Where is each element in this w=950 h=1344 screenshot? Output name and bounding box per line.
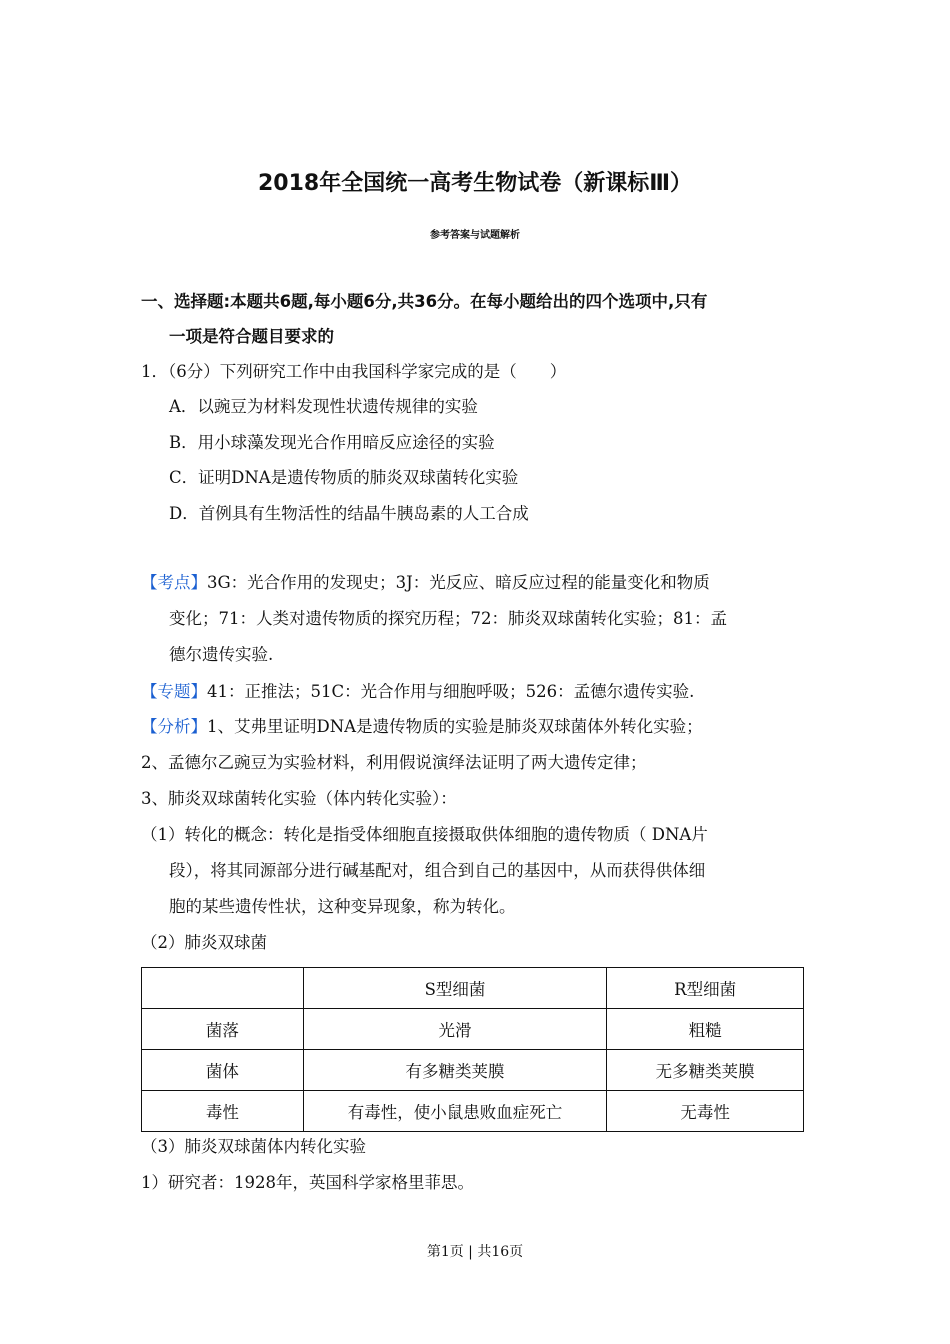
- question-1-stem: 1．（6分）下列研究工作中由我国科学家完成的是（ ）: [141, 362, 567, 381]
- section-heading-line-1: 一、选择题:本题共6题,每小题6分,共36分。在每小题给出的四个选项中,只有: [141, 292, 708, 311]
- page-footer: 第1页 | 共16页: [426, 1244, 524, 1260]
- table-header-cell: R型细菌: [607, 968, 804, 1009]
- table-cell: 无毒性: [607, 1091, 804, 1132]
- fenxi-tag: 【分析】: [141, 717, 207, 736]
- question-1-option-a: A．以豌豆为材料发现性状遗传规律的实验: [169, 397, 478, 416]
- bacteria-comparison-table: [141, 967, 804, 1132]
- fenxi-paragraph-4: 1）研究者：1928年，英国科学家格里菲思。: [141, 1173, 474, 1192]
- table-cell: 有多糖类荚膜: [303, 1050, 607, 1091]
- table-header-cell: [142, 968, 304, 1009]
- fenxi-line-3: 3、肺炎双球菌转化实验（体内转化实验）：: [141, 789, 457, 808]
- table-cell: 光滑: [303, 1009, 607, 1050]
- table-cell: 无多糖类荚膜: [607, 1050, 804, 1091]
- fenxi-line-1: [141, 713, 703, 741]
- fenxi-line-2: 2、孟德尔乙豌豆为实验材料，利用假说演绎法证明了两大遗传定律；: [141, 753, 647, 772]
- table-header-cell: S型细菌: [303, 968, 607, 1009]
- zhuanti-text: 41：正推法；51C：光合作用与细胞呼吸；526：孟德尔遗传实验.: [207, 682, 695, 701]
- section-heading-line-2: 一项是符合题目要求的: [169, 327, 334, 346]
- table-cell: 有毒性，使小鼠患败血症死亡: [303, 1091, 607, 1132]
- kaodian-tag: 【考点】: [141, 573, 207, 592]
- fenxi-paragraph-2: （2）肺炎双球菌: [141, 933, 267, 952]
- table-cell: 菌落: [142, 1009, 304, 1050]
- table-row: [142, 1009, 804, 1050]
- question-1-option-c: C．证明DNA是遗传物质的肺炎双球菌转化实验: [169, 468, 519, 487]
- fenxi-paragraph-1-line-2: 段），将其同源部分进行碱基配对，组合到自己的基因中，从而获得供体细: [169, 861, 706, 880]
- table-row: [142, 1091, 804, 1132]
- fenxi-text-1: 1、艾弗里证明DNA是遗传物质的实验是肺炎双球菌体外转化实验；: [207, 717, 703, 736]
- zhuanti-tag: 【专题】: [141, 682, 207, 701]
- document-title: 2018年全国统一高考生物试卷（新课标Ⅲ）: [257, 171, 693, 196]
- kaodian-line-2: 变化；71：人类对遗传物质的探究历程；72：肺炎双球菌转化实验；81：孟: [169, 609, 727, 628]
- table-row: [142, 1050, 804, 1091]
- table-header-row: [142, 968, 804, 1009]
- fenxi-paragraph-1-line-1: （1）转化的概念：转化是指受体细胞直接摄取供体细胞的遗传物质（ DNA片: [141, 825, 708, 844]
- zhuanti-line: [141, 678, 694, 706]
- table-cell: 粗糙: [607, 1009, 804, 1050]
- kaodian-line-1: [141, 569, 710, 597]
- fenxi-paragraph-1-line-3: 胞的某些遗传性状，这种变异现象，称为转化。: [169, 897, 516, 916]
- kaodian-line-3: 德尔遗传实验.: [169, 645, 274, 664]
- fenxi-paragraph-3: （3）肺炎双球菌体内转化实验: [141, 1137, 366, 1156]
- table-cell: 菌体: [142, 1050, 304, 1091]
- kaodian-text-1: 3G：光合作用的发现史；3J：光反应、暗反应过程的能量变化和物质: [207, 573, 710, 592]
- question-1-option-b: B．用小球藻发现光合作用暗反应途径的实验: [169, 433, 495, 452]
- question-1-option-d: D．首例具有生物活性的结晶牛胰岛素的人工合成: [169, 504, 529, 523]
- table-cell: 毒性: [142, 1091, 304, 1132]
- document-subtitle: 参考答案与试题解析: [430, 230, 520, 241]
